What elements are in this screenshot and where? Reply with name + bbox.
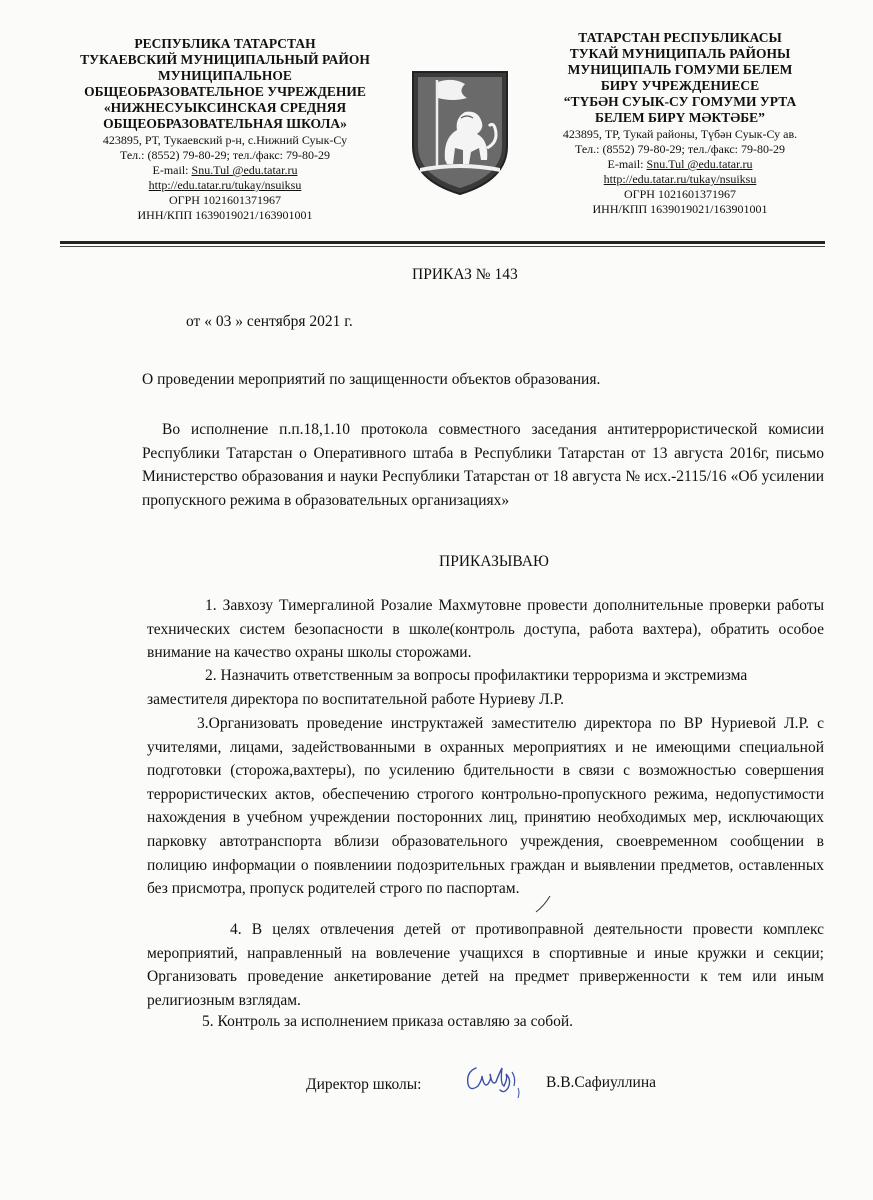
order-item-2: 2. Назначить ответственным за вопросы профилактики терроризма и экстремизма заместителя директора по воспитательной работе Нуриеву Л.Р. [147, 667, 748, 708]
order-command-heading: ПРИКАЗЫВАЮ [439, 553, 549, 570]
header-right-block [535, 30, 825, 217]
header-right-phone: Тел.: (8552) 79-80-29; тел./факс: 79-80-29 [574, 142, 786, 156]
order-subject: О проведении мероприятий по защищенности объектов образования. [142, 371, 601, 388]
header-right-website-link[interactable]: http://edu.tatar.ru/tukay/nsuiksu [603, 172, 757, 186]
header-left-email-link[interactable]: Snu.Tul @edu.tatar.ru [191, 163, 298, 177]
header-right-email-link[interactable]: Snu.Tul @edu.tatar.ru [646, 157, 753, 171]
order-item-4: 4. В целях отвлечения детей от противоправной деятельности провести комплекс мероприятий, направленный на вовлечение учащихся в спортивные и иные кружки и секции; Организовать проведение анкетирование детей на предмет приверженности к тем или иным религиозным взглядам. [147, 921, 824, 1009]
header-right-email-line: E-mail: Snu.Tul @edu.tatar.ru [607, 157, 753, 171]
header-left-phone: Тел.: (8552) 79-80-29; тел./факс: 79-80-29 [119, 148, 331, 162]
header-right-inn: ИНН/КПП 1639019021/163901001 [592, 202, 768, 216]
header-right-ogrn: ОГРН 1021601371967 [624, 187, 736, 201]
header-right-address: 423895, ТР, Тукай районы, Түбән Суык-Су ав. [562, 127, 798, 141]
header-divider-thin [60, 246, 825, 247]
order-date: от « 03 » сентября 2021 г. [186, 313, 353, 330]
header-left-website-link[interactable]: http://edu.tatar.ru/tukay/nsuiksu [148, 178, 302, 192]
order-title: ПРИКАЗ № 143 [412, 266, 518, 283]
order-item-5: 5. Контроль за исполнением приказа оставляю за собой. [202, 1013, 574, 1030]
header-left-email-line: E-mail: Snu.Tul @edu.tatar.ru [152, 163, 298, 177]
signature-name: В.В.Сафиуллина [546, 1074, 656, 1091]
header-left-ogrn: ОГРН 1021601371967 [169, 193, 281, 207]
coat-of-arms-emblem [405, 68, 515, 198]
pen-mark-icon [534, 892, 554, 914]
header-left-inn: ИНН/КПП 1639019021/163901001 [137, 208, 313, 222]
header-left-address: 423895, РТ, Тукаевский р-н, с.Нижний Суык-Су [102, 133, 348, 147]
order-intro-paragraph: Во исполнение п.п.18,1.10 протокола совместного заседания антитеррористической комисии Республики Татарстан о Оперативного штаба в Республики Татарстан от 13 августа 2016г, письмо Министерство образования и науки Республики Татарстан от 18 августа № исх.-2115/16 «Об усилении пропускного режима в образовательных организациях» [142, 421, 824, 509]
signature-role: Директор школы: [306, 1076, 422, 1093]
order-item-3: 3.Организовать проведение инструктажей заместителю директора по ВР Нуриевой Л.Р. с учителями, лицами, задействованными в охранных мероприятиях и не имеющими специальной подготовки (сторожа,вахтеры), по усилению бдительности в связи с возможностью совершения террористических актов, обеспечению строгого контрольно-пропускного режима, недопустимости нахождения в учебном учреждении посторонних лиц, принятию необходимых мер, исключающих парковку автотранспорта вблизи образовательного учреждения, своевременном сообщении в полицию информации о появлениии подозрительных граждан и выявлении предметов, оставленных без присмотра, пропуск родителей строго по паспортам. [147, 715, 824, 898]
header-left-org-name: РЕСПУБЛИКА ТАТАРСТАН ТУКАЕВСКИЙ МУНИЦИПАЛЬНЫЙ РАЙОН МУНИЦИПАЛЬНОЕ ОБЩЕОБРАЗОВАТЕЛЬНОЕ УЧРЕЖДЕНИЕ «НИЖНЕСУЫКСИНСКАЯ СРЕДНЯЯ ОБЩЕОБРАЗОВАТЕЛЬНАЯ ШКОЛА» [80, 36, 370, 131]
handwritten-signature [462, 1058, 526, 1104]
header-right-org-name: ТАТАРСТАН РЕСПУБЛИКАСЫ ТУКАЙ МУНИЦИПАЛЬ РАЙОНЫ МУНИЦИПАЛЬ ГОМУМИ БЕЛЕМ БИРҮ УЧРЕЖДЕНИЕСЕ “ТҮБӘН СУЫК-СУ ГОМУМИ УРТА БЕЛЕМ БИРҮ МӘКТӘБЕ” [563, 30, 797, 125]
header-divider-thick [60, 241, 825, 244]
header-left-block [60, 36, 390, 223]
order-item-1: 1. Завхозу Тимергалиной Розалие Махмутовне провести дополнительные проверки работы технических систем безопасности в школе(контроль доступа, работа вахтера), обратить особое внимание на качество охраны школы сторожами. [147, 597, 824, 662]
